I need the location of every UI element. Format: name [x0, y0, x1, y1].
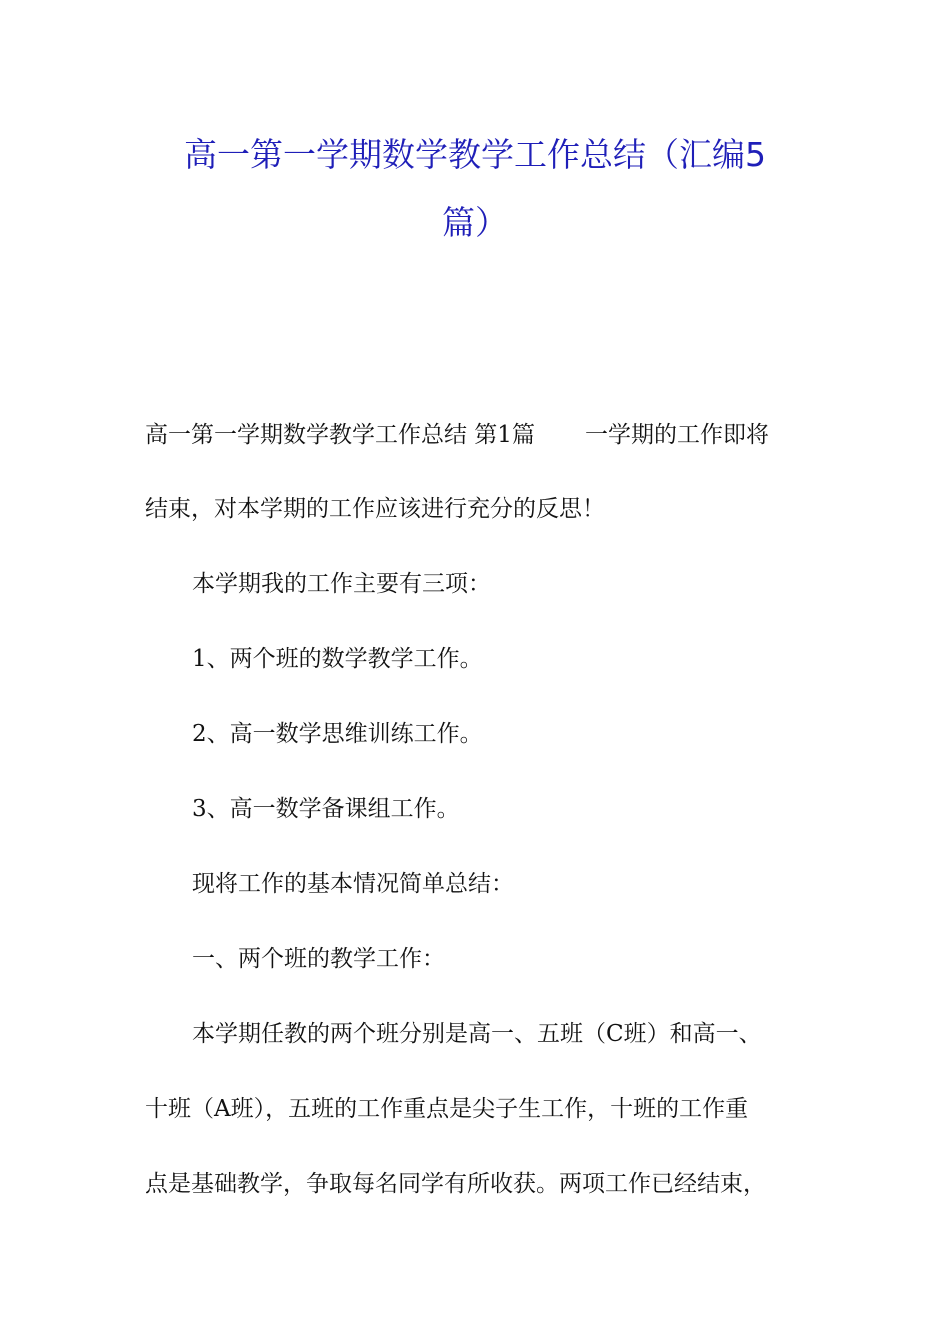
paragraph-line: 十班（A班），五班的工作重点是尖子生工作，十班的工作重: [145, 1096, 749, 1122]
paragraph-line: 点是基础教学，争取每名同学有所收获。两项工作已经结束，: [145, 1171, 766, 1197]
paragraph-line: 结束，对本学期的工作应该进行充分的反思！: [145, 496, 605, 522]
list-item-2: 2、高一数学思维训练工作。: [192, 721, 483, 747]
paragraph-line: 现将工作的基本情况简单总结：: [192, 871, 514, 897]
section-heading-label: 高一第一学期数学教学工作总结 第1篇: [145, 422, 535, 448]
paragraph-line: 本学期我的工作主要有三项：: [192, 571, 491, 597]
section-subheading: 一、两个班的教学工作：: [192, 946, 445, 972]
paragraph-line: 本学期任教的两个班分别是高一、五班（C班）和高一、: [192, 1021, 762, 1047]
list-item-1: 1、两个班的数学教学工作。: [192, 646, 483, 672]
first-line-tail: 一学期的工作即将: [584, 422, 769, 448]
list-item-3: 3、高一数学备课组工作。: [192, 796, 460, 822]
document-title-line-1: 高一第一学期数学教学工作总结（汇编5: [184, 135, 766, 174]
first-paragraph-line: [145, 420, 810, 450]
document-title-line-2: 篇）: [442, 203, 508, 242]
